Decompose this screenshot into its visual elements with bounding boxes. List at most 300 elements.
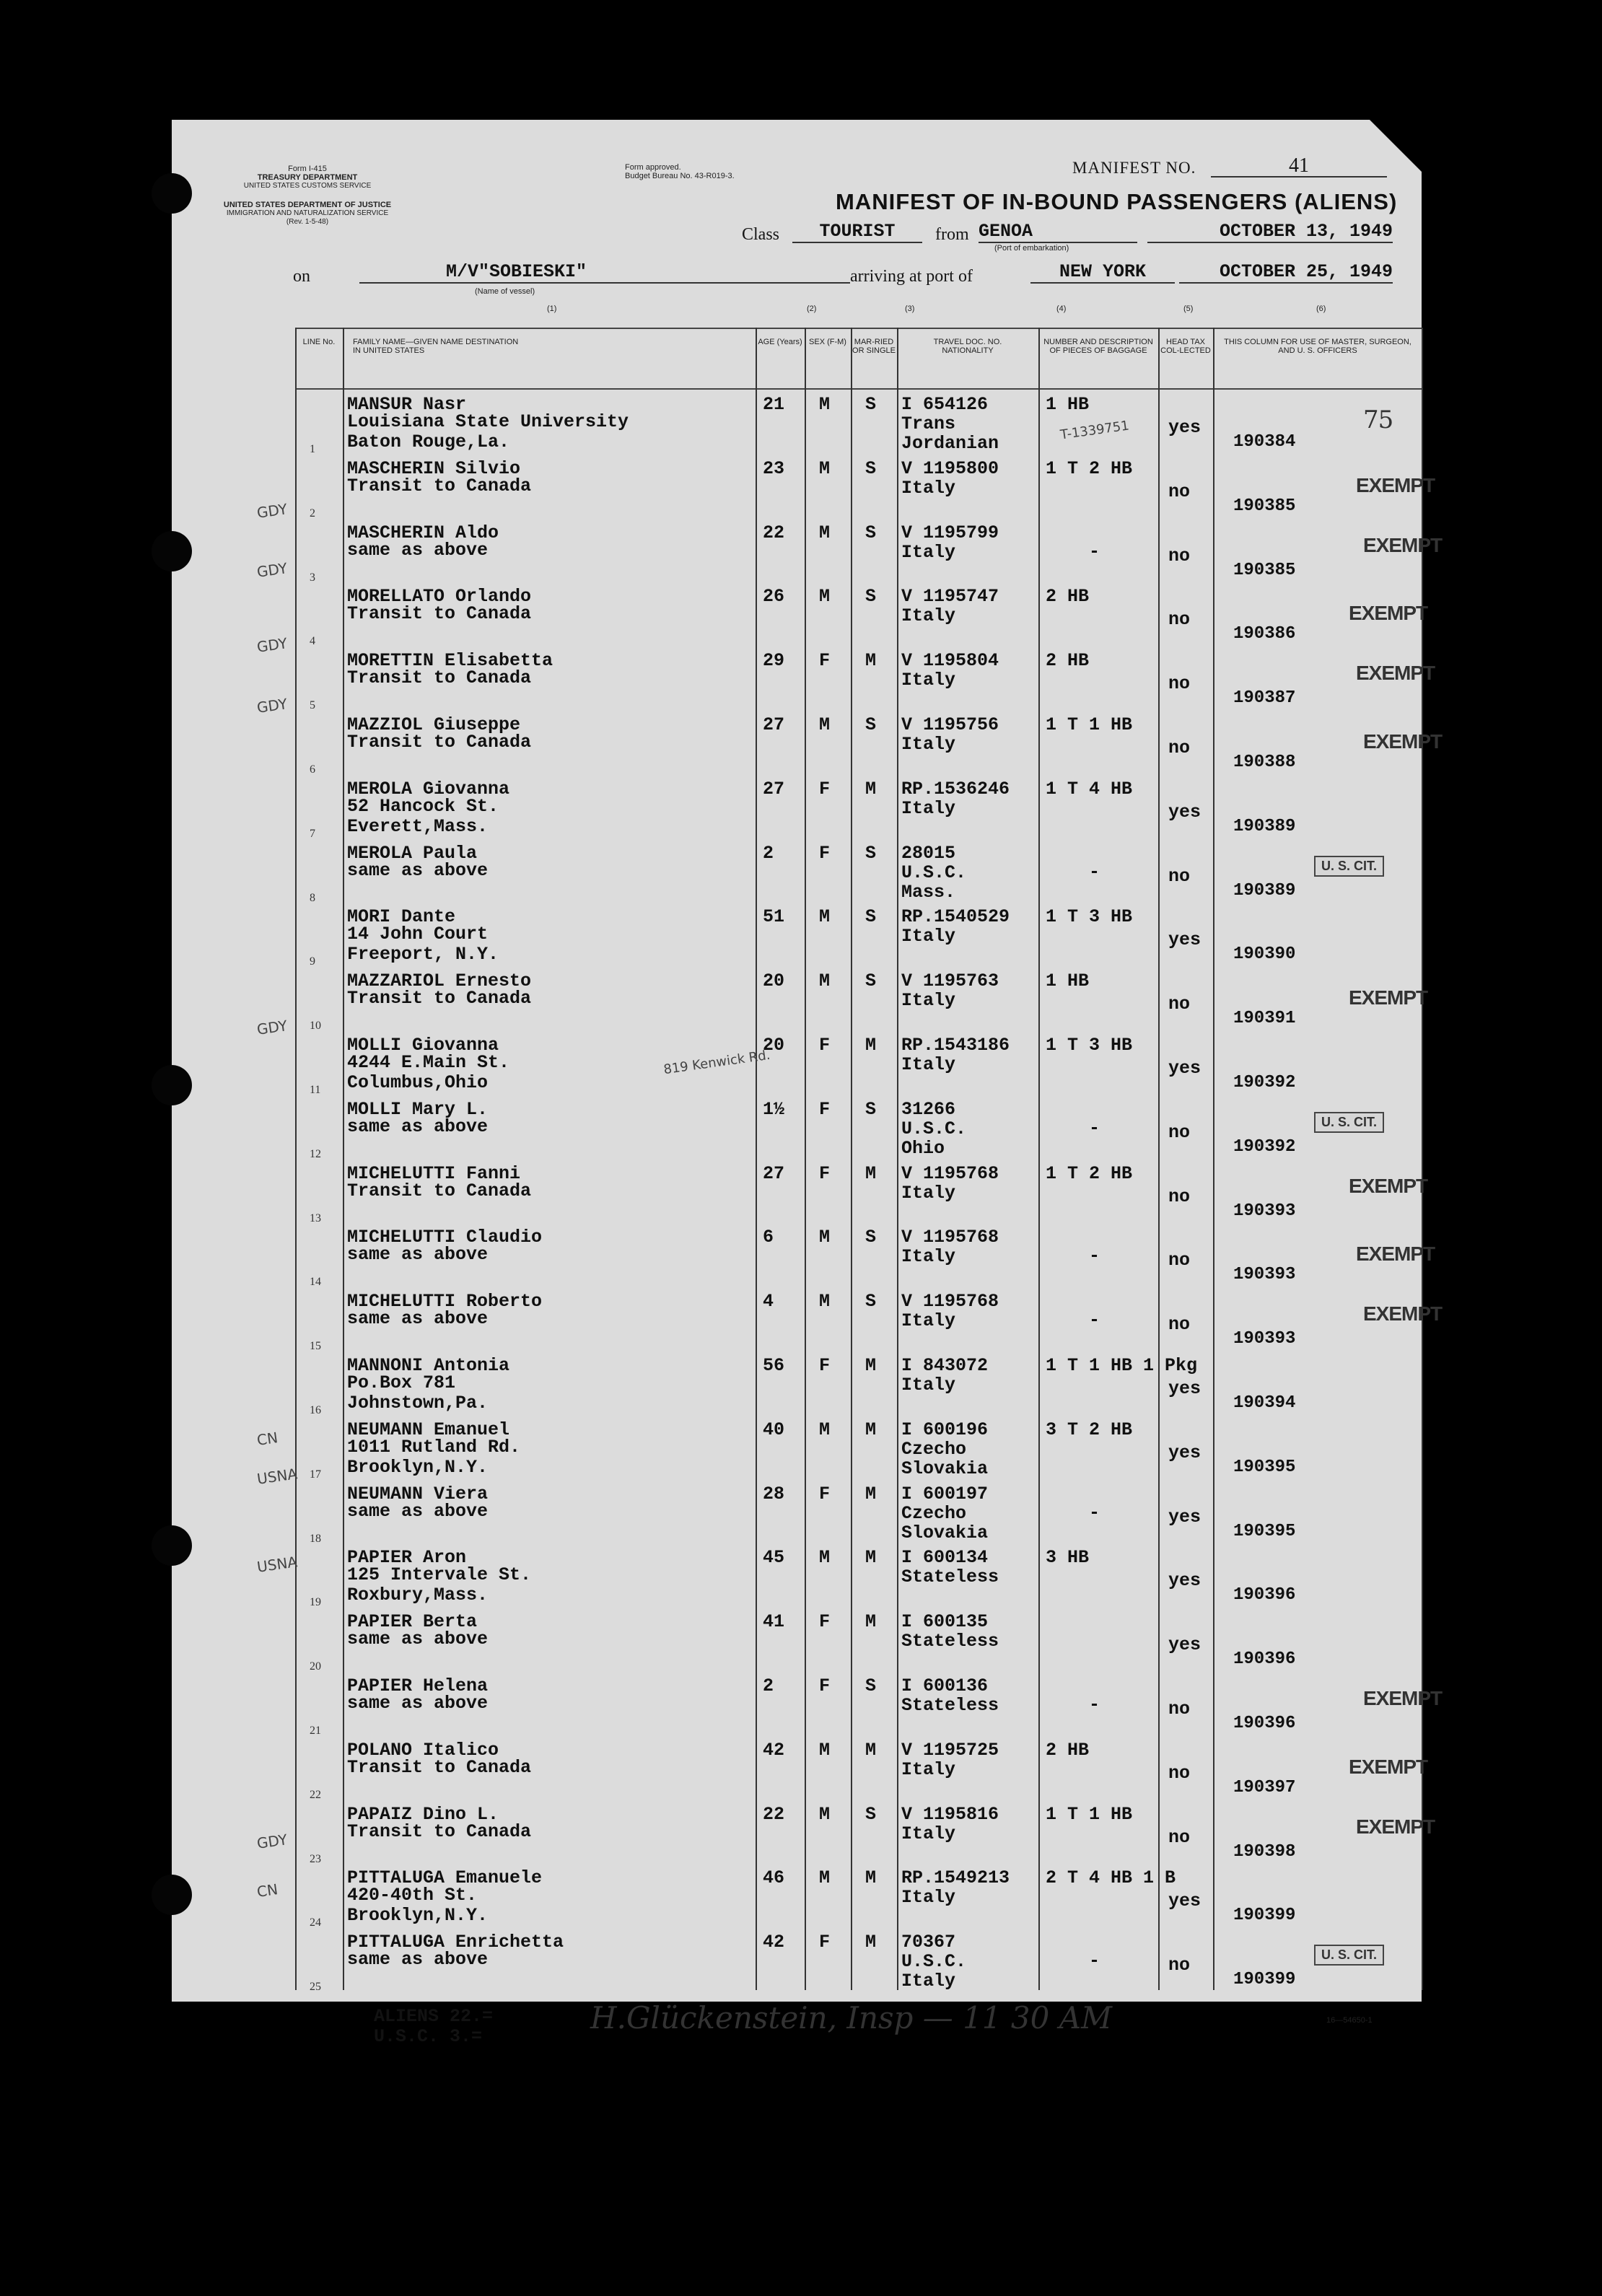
sex: F: [819, 1611, 831, 1632]
baggage: 1 T 1 HB: [1046, 1804, 1133, 1825]
destination-line: 4244 E.Main St.: [347, 1052, 510, 1073]
marital-status: S: [865, 394, 877, 415]
travel-doc-line: RP.1543186: [901, 1035, 1010, 1056]
us-citizen-stamp: U. S. CIT.: [1314, 856, 1384, 877]
travel-doc-line: U.S.C.: [901, 1951, 967, 1972]
head-tax: yes: [1168, 929, 1202, 950]
punch-hole: [152, 1065, 192, 1105]
sex: F: [819, 1355, 831, 1376]
margin-note: CN: [255, 1429, 279, 1449]
age: 22: [763, 1804, 785, 1825]
marital-status: S: [865, 970, 877, 991]
head-tax: no: [1168, 1827, 1191, 1848]
travel-doc-line: Italy: [901, 1823, 956, 1844]
line-number: 24: [310, 1916, 321, 1929]
exempt-stamp: EXEMPT: [1356, 662, 1435, 684]
sex: F: [819, 843, 831, 864]
col-number: (4): [1056, 304, 1067, 313]
header-rule: [295, 388, 1422, 390]
destination-line: 14 John Court: [347, 924, 489, 945]
age: 40: [763, 1419, 785, 1440]
marital-status: S: [865, 458, 877, 479]
baggage: 1 T 1 HB: [1046, 714, 1133, 735]
line-number: 18: [310, 1533, 321, 1545]
marital-status: S: [865, 906, 877, 927]
marital-status: M: [865, 1419, 877, 1440]
punch-hole: [152, 1875, 192, 1915]
destination-line: Roxbury,Mass.: [347, 1585, 489, 1605]
travel-doc-line: V 1195768: [901, 1291, 999, 1312]
margin-note: GDY: [255, 500, 289, 522]
marital-status: S: [865, 1675, 877, 1696]
table-row: [295, 1544, 1422, 1608]
officer-number: 190396: [1233, 1585, 1296, 1605]
us-citizen-stamp: U. S. CIT.: [1314, 1112, 1384, 1133]
marital-status: S: [865, 522, 877, 543]
age: 2: [763, 843, 774, 864]
sex: M: [819, 970, 831, 991]
age: 56: [763, 1355, 785, 1376]
age: 20: [763, 970, 785, 991]
from-port: GENOA: [979, 221, 1137, 243]
officer-number: 190391: [1233, 1009, 1296, 1028]
sex: M: [819, 586, 831, 607]
table-row: [295, 1288, 1443, 1352]
destination-line: same as above: [347, 1693, 489, 1714]
age: 42: [763, 1932, 785, 1953]
table-row: [295, 1673, 1443, 1737]
head-tax: no: [1168, 481, 1191, 502]
passenger-name: PAPIER Helena: [347, 1675, 489, 1696]
travel-doc-line: Jordanian: [901, 433, 999, 454]
sex: F: [819, 779, 831, 799]
travel-doc-line: V 1195756: [901, 714, 999, 735]
baggage: -: [1089, 1950, 1100, 1971]
justice-department: UNITED STATES DEPARTMENT OF JUSTICE: [223, 201, 392, 209]
table-row: [295, 1865, 1422, 1928]
travel-doc-line: U.S.C.: [901, 1118, 967, 1139]
sex: M: [819, 906, 831, 927]
form-number: Form I-415: [288, 165, 327, 173]
sex: F: [819, 1484, 831, 1504]
officer-number: 190396: [1233, 1649, 1296, 1669]
marital-status: S: [865, 1804, 877, 1825]
passenger-name: MASCHERIN Aldo: [347, 522, 499, 543]
marital-status: M: [865, 1547, 877, 1568]
table-row: [295, 903, 1422, 967]
col-header-line: LINE No.: [302, 338, 336, 346]
sex: M: [819, 1419, 831, 1440]
sex: F: [819, 1932, 831, 1953]
line-number: 22: [310, 1789, 321, 1801]
exempt-stamp: EXEMPT: [1363, 1687, 1443, 1709]
destination-line: same as above: [347, 1629, 489, 1649]
passenger-name: MORELLATO Orlando: [347, 586, 532, 607]
manifest-number-label: MANIFEST NO.: [1072, 159, 1196, 177]
class-label: Class: [742, 225, 780, 244]
margin-note: GDY: [255, 634, 289, 656]
exempt-stamp: EXEMPT: [1363, 534, 1443, 556]
destination-line: 52 Hancock St.: [347, 796, 499, 817]
age: 27: [763, 779, 785, 799]
form-approved: Form approved.: [625, 163, 681, 172]
col-header-baggage: NUMBER AND DESCRIPTION OF PIECES OF BAGGAGE: [1043, 338, 1153, 355]
age: 41: [763, 1611, 785, 1632]
travel-doc-line: Italy: [901, 542, 956, 563]
handwritten-annotation: 819 Kenwick Rd.: [662, 1047, 771, 1078]
marital-status: S: [865, 1099, 877, 1120]
destination-line: same as above: [347, 540, 489, 561]
age: 26: [763, 586, 785, 607]
exempt-stamp: EXEMPT: [1349, 1175, 1428, 1197]
line-number: 16: [310, 1404, 321, 1416]
destination-line: Baton Rouge,La.: [347, 431, 510, 452]
marital-status: M: [865, 1035, 877, 1056]
exempt-stamp: EXEMPT: [1356, 1243, 1435, 1265]
head-tax: yes: [1168, 1634, 1202, 1655]
us-citizen-stamp: U. S. CIT.: [1314, 1945, 1384, 1966]
sex: M: [819, 1740, 831, 1761]
officer-number: 190389: [1233, 881, 1296, 901]
officer-stamp: 75: [1363, 406, 1393, 434]
destination-line: Brooklyn,N.Y.: [347, 1457, 489, 1478]
table-row: [295, 1160, 1428, 1224]
destination-line: 125 Intervale St.: [347, 1564, 532, 1585]
travel-doc-line: Italy: [901, 1887, 956, 1908]
baggage: -: [1089, 862, 1100, 882]
head-tax: yes: [1168, 1570, 1202, 1591]
travel-doc-line: Italy: [901, 798, 956, 819]
age: 22: [763, 522, 785, 543]
margin-note: USNA: [255, 1465, 299, 1488]
departure-date: OCTOBER 13, 1949: [1147, 221, 1393, 243]
travel-doc-line: 28015: [901, 843, 956, 864]
head-tax: yes: [1168, 1890, 1202, 1911]
budget-bureau: Budget Bureau No. 43-R019-3.: [625, 172, 735, 180]
travel-doc-line: Italy: [901, 1183, 956, 1204]
age: 27: [763, 714, 785, 735]
passenger-name: NEUMANN Emanuel: [347, 1419, 510, 1440]
age: 28: [763, 1484, 785, 1504]
port-note: (Port of embarkation): [994, 244, 1069, 253]
destination-line: same as above: [347, 1501, 489, 1522]
travel-doc-line: Italy: [901, 670, 956, 691]
exempt-stamp: EXEMPT: [1363, 730, 1443, 753]
margin-note: GDY: [255, 1831, 289, 1852]
line-number: 2: [310, 507, 315, 520]
baggage: 1 HB: [1046, 970, 1090, 991]
travel-doc-line: Italy: [901, 1246, 956, 1267]
table-row: [295, 711, 1443, 776]
line-number: 23: [310, 1853, 321, 1865]
destination-line: Johnstown,Pa.: [347, 1393, 489, 1414]
table-row: [295, 968, 1428, 1032]
head-tax: yes: [1168, 1442, 1202, 1463]
travel-doc-line: V 1195768: [901, 1227, 999, 1248]
baggage: 1 HB: [1046, 394, 1090, 415]
officer-number: 190396: [1233, 1714, 1296, 1733]
destination-line: same as above: [347, 1116, 489, 1137]
marital-status: S: [865, 586, 877, 607]
line-number: 1: [310, 443, 315, 455]
baggage: 2 HB: [1046, 1740, 1090, 1761]
sex: M: [819, 1804, 831, 1825]
footer-code: 16—54650-1: [1326, 2016, 1373, 2025]
travel-doc-line: I 600197: [901, 1484, 989, 1504]
officer-number: 190384: [1233, 432, 1296, 452]
marital-status: M: [865, 1932, 877, 1953]
age: 1½: [763, 1099, 785, 1120]
destination-line: same as above: [347, 860, 489, 881]
manifest-page: [172, 120, 1443, 2047]
travel-doc-line: 70367: [901, 1932, 956, 1953]
table-row: [295, 583, 1428, 647]
destination-line: same as above: [347, 1308, 489, 1329]
line-number: 3: [310, 571, 315, 584]
vessel-name: M/V"SOBIESKI": [359, 261, 850, 284]
sex: F: [819, 1163, 831, 1184]
passenger-name: MANSUR Nasr: [347, 394, 467, 415]
travel-doc-line: RP.1536246: [901, 779, 1010, 799]
head-tax: no: [1168, 1250, 1191, 1271]
officer-number: 190399: [1233, 1906, 1296, 1925]
travel-doc-line: V 1195800: [901, 458, 999, 479]
line-number: 11: [310, 1084, 321, 1096]
table-row: [295, 1416, 1422, 1480]
travel-doc-line: Stateless: [901, 1567, 999, 1587]
line-number: 21: [310, 1725, 321, 1737]
travel-doc-line: V 1195768: [901, 1163, 999, 1184]
punch-hole: [152, 173, 192, 214]
baggage: -: [1089, 1118, 1100, 1139]
baggage: -: [1089, 1245, 1100, 1266]
table-row: [295, 840, 1422, 903]
col-header-officers: THIS COLUMN FOR USE OF MASTER, SURGEON, AND U. S. OFFICERS: [1224, 338, 1411, 355]
travel-doc-line: Italy: [901, 1310, 956, 1331]
table-row: [295, 1096, 1422, 1160]
destination-line: 420-40th St.: [347, 1885, 478, 1906]
officer-number: 190393: [1233, 1265, 1296, 1284]
travel-doc-line: V 1195799: [901, 522, 999, 543]
age: 21: [763, 394, 785, 415]
baggage: 2 T 4 HB 1 B: [1046, 1867, 1176, 1888]
age: 27: [763, 1163, 785, 1184]
line-number: 10: [310, 1020, 321, 1032]
line-number: 6: [310, 763, 315, 776]
officer-number: 190398: [1233, 1842, 1296, 1862]
margin-note: GDY: [255, 559, 289, 581]
column-rule: [1422, 328, 1423, 1990]
table-row: [295, 391, 1422, 455]
travel-doc-line: Italy: [901, 1971, 956, 1992]
passenger-name: MICHELUTTI Fanni: [347, 1163, 521, 1184]
officer-number: 190394: [1233, 1393, 1296, 1413]
margin-note: USNA: [255, 1553, 299, 1576]
passenger-name: NEUMANN Viera: [347, 1484, 489, 1504]
line-number: 12: [310, 1148, 321, 1160]
age: 45: [763, 1547, 785, 1568]
marital-status: M: [865, 1867, 877, 1888]
travel-doc-line: I 843072: [901, 1355, 989, 1376]
passenger-name: PITTALUGA Enrichetta: [347, 1932, 564, 1953]
arrival-date: OCTOBER 25, 1949: [1179, 261, 1393, 284]
line-number: 15: [310, 1340, 321, 1352]
baggage: 1 T 3 HB: [1046, 906, 1133, 927]
baggage: 3 T 2 HB: [1046, 1419, 1133, 1440]
age: 42: [763, 1740, 785, 1761]
line-number: 5: [310, 699, 315, 711]
head-tax: yes: [1168, 417, 1202, 438]
punch-hole: [152, 531, 192, 571]
officer-number: 190395: [1233, 1458, 1296, 1477]
travel-doc-line: V 1195763: [901, 970, 999, 991]
margin-note: CN: [255, 1880, 279, 1901]
passenger-name: MASCHERIN Silvio: [347, 458, 521, 479]
destination-line: Columbus,Ohio: [347, 1072, 489, 1093]
table-row: [295, 776, 1422, 839]
line-number: 20: [310, 1660, 321, 1673]
table-row: [295, 1801, 1435, 1865]
baggage: -: [1089, 1310, 1100, 1331]
age: 46: [763, 1867, 785, 1888]
customs-service: UNITED STATES CUSTOMS SERVICE: [243, 182, 372, 190]
arrival-port: NEW YORK: [1030, 261, 1175, 284]
travel-doc-line: V 1195725: [901, 1740, 999, 1761]
passenger-name: MOLLI Mary L.: [347, 1099, 489, 1120]
marital-status: M: [865, 1611, 877, 1632]
destination-line: Transit to Canada: [347, 603, 532, 624]
sex: F: [819, 1099, 831, 1120]
sex: M: [819, 1867, 831, 1888]
age: 51: [763, 906, 785, 927]
head-tax: no: [1168, 737, 1191, 758]
passenger-name: PAPIER Berta: [347, 1611, 478, 1632]
passenger-name: MEROLA Giovanna: [347, 779, 510, 799]
travel-doc-line: I 600134: [901, 1547, 989, 1568]
exempt-stamp: EXEMPT: [1349, 602, 1428, 624]
sex: M: [819, 1547, 831, 1568]
baggage: 1 T 2 HB: [1046, 458, 1133, 479]
travel-doc-line: Italy: [901, 1759, 956, 1780]
arriving-label: arriving at port of: [850, 267, 973, 286]
destination-line: Transit to Canada: [347, 476, 532, 496]
marital-status: S: [865, 1227, 877, 1248]
table-row: [295, 1737, 1428, 1801]
age: 4: [763, 1291, 774, 1312]
head-tax: yes: [1168, 802, 1202, 823]
aliens-count: ALIENS 22.=: [374, 2006, 494, 2027]
travel-doc-line: Italy: [901, 1054, 956, 1075]
passenger-name: MANNONI Antonia: [347, 1355, 510, 1376]
sex: F: [819, 1035, 831, 1056]
travel-doc-line: 31266: [901, 1099, 956, 1120]
col-header-travel-doc: TRAVEL DOC. NO. NATIONALITY: [933, 338, 1002, 355]
head-tax: no: [1168, 545, 1191, 566]
col-number: (3): [905, 304, 915, 313]
destination-line: Brooklyn,N.Y.: [347, 1905, 489, 1926]
destination-line: Transit to Canada: [347, 732, 532, 753]
passenger-name: MICHELUTTI Roberto: [347, 1291, 543, 1312]
age: 6: [763, 1227, 774, 1248]
col-number: (1): [547, 304, 557, 313]
head-tax: no: [1168, 1955, 1191, 1976]
passenger-name: MORI Dante: [347, 906, 456, 927]
manifest-title: MANIFEST OF IN-BOUND PASSENGERS (ALIENS): [836, 189, 1398, 214]
sex: F: [819, 1675, 831, 1696]
exempt-stamp: EXEMPT: [1356, 474, 1435, 496]
col-header-name: FAMILY NAME—GIVEN NAME DESTINATION IN UNITED STATES: [353, 338, 519, 355]
marital-status: M: [865, 1740, 877, 1761]
baggage: 1 T 1 HB 1 Pkg: [1046, 1355, 1198, 1376]
baggage: 1 T 3 HB: [1046, 1035, 1133, 1056]
table-row: [295, 1929, 1422, 1992]
age: 2: [763, 1675, 774, 1696]
table-row: [295, 1608, 1422, 1672]
travel-doc-line: V 1195804: [901, 650, 999, 671]
travel-doc-line: I 600136: [901, 1675, 989, 1696]
head-tax: yes: [1168, 1378, 1202, 1399]
from-label: from: [935, 225, 969, 244]
destination-line: same as above: [347, 1949, 489, 1970]
officer-number: 190388: [1233, 753, 1296, 772]
line-number: 8: [310, 892, 315, 904]
head-tax: yes: [1168, 1058, 1202, 1079]
marital-status: S: [865, 1291, 877, 1312]
line-number: 19: [310, 1596, 321, 1608]
travel-doc-line: Italy: [901, 605, 956, 626]
travel-doc-line: U.S.C.: [901, 862, 967, 883]
head-tax: yes: [1168, 1507, 1202, 1528]
revision: (Rev. 1-5-48): [286, 218, 329, 226]
passenger-name: MICHELUTTI Claudio: [347, 1227, 543, 1248]
vessel-note: (Name of vessel): [475, 287, 535, 296]
passenger-name: MEROLA Paula: [347, 843, 478, 864]
baggage: 2 HB: [1046, 586, 1090, 607]
travel-doc-line: Italy: [901, 1375, 956, 1395]
travel-doc-line: Italy: [901, 990, 956, 1011]
line-number: 14: [310, 1276, 321, 1288]
on-label: on: [293, 267, 310, 286]
officer-number: 190393: [1233, 1329, 1296, 1349]
sex: M: [819, 1291, 831, 1312]
travel-doc-line: Czecho: [901, 1439, 967, 1460]
exempt-stamp: EXEMPT: [1349, 986, 1428, 1009]
passenger-name: PITTALUGA Emanuele: [347, 1867, 543, 1888]
baggage: 2 HB: [1046, 650, 1090, 671]
age: 23: [763, 458, 785, 479]
class-value: TOURIST: [792, 221, 922, 243]
exempt-stamp: EXEMPT: [1363, 1302, 1443, 1325]
passenger-name: POLANO Italico: [347, 1740, 499, 1761]
marital-status: M: [865, 779, 877, 799]
manifest-number: 41: [1211, 154, 1387, 178]
destination-line: Louisiana State University: [347, 411, 629, 432]
col-number: (6): [1316, 304, 1326, 313]
marital-status: M: [865, 1163, 877, 1184]
line-number: 25: [310, 1981, 321, 1993]
officer-number: 190392: [1233, 1137, 1296, 1157]
passenger-name: MAZZARIOL Ernesto: [347, 970, 532, 991]
marital-status: S: [865, 714, 877, 735]
travel-doc-line: RP.1549213: [901, 1867, 1010, 1888]
destination-line: Freeport, N.Y.: [347, 944, 499, 965]
ins-service: IMMIGRATION AND NATURALIZATION SERVICE: [226, 209, 389, 217]
baggage: -: [1089, 1502, 1100, 1523]
margin-note: GDY: [255, 695, 289, 717]
destination-line: Po.Box 781: [347, 1372, 456, 1393]
officer-number: 190397: [1233, 1778, 1296, 1797]
age: 29: [763, 650, 785, 671]
